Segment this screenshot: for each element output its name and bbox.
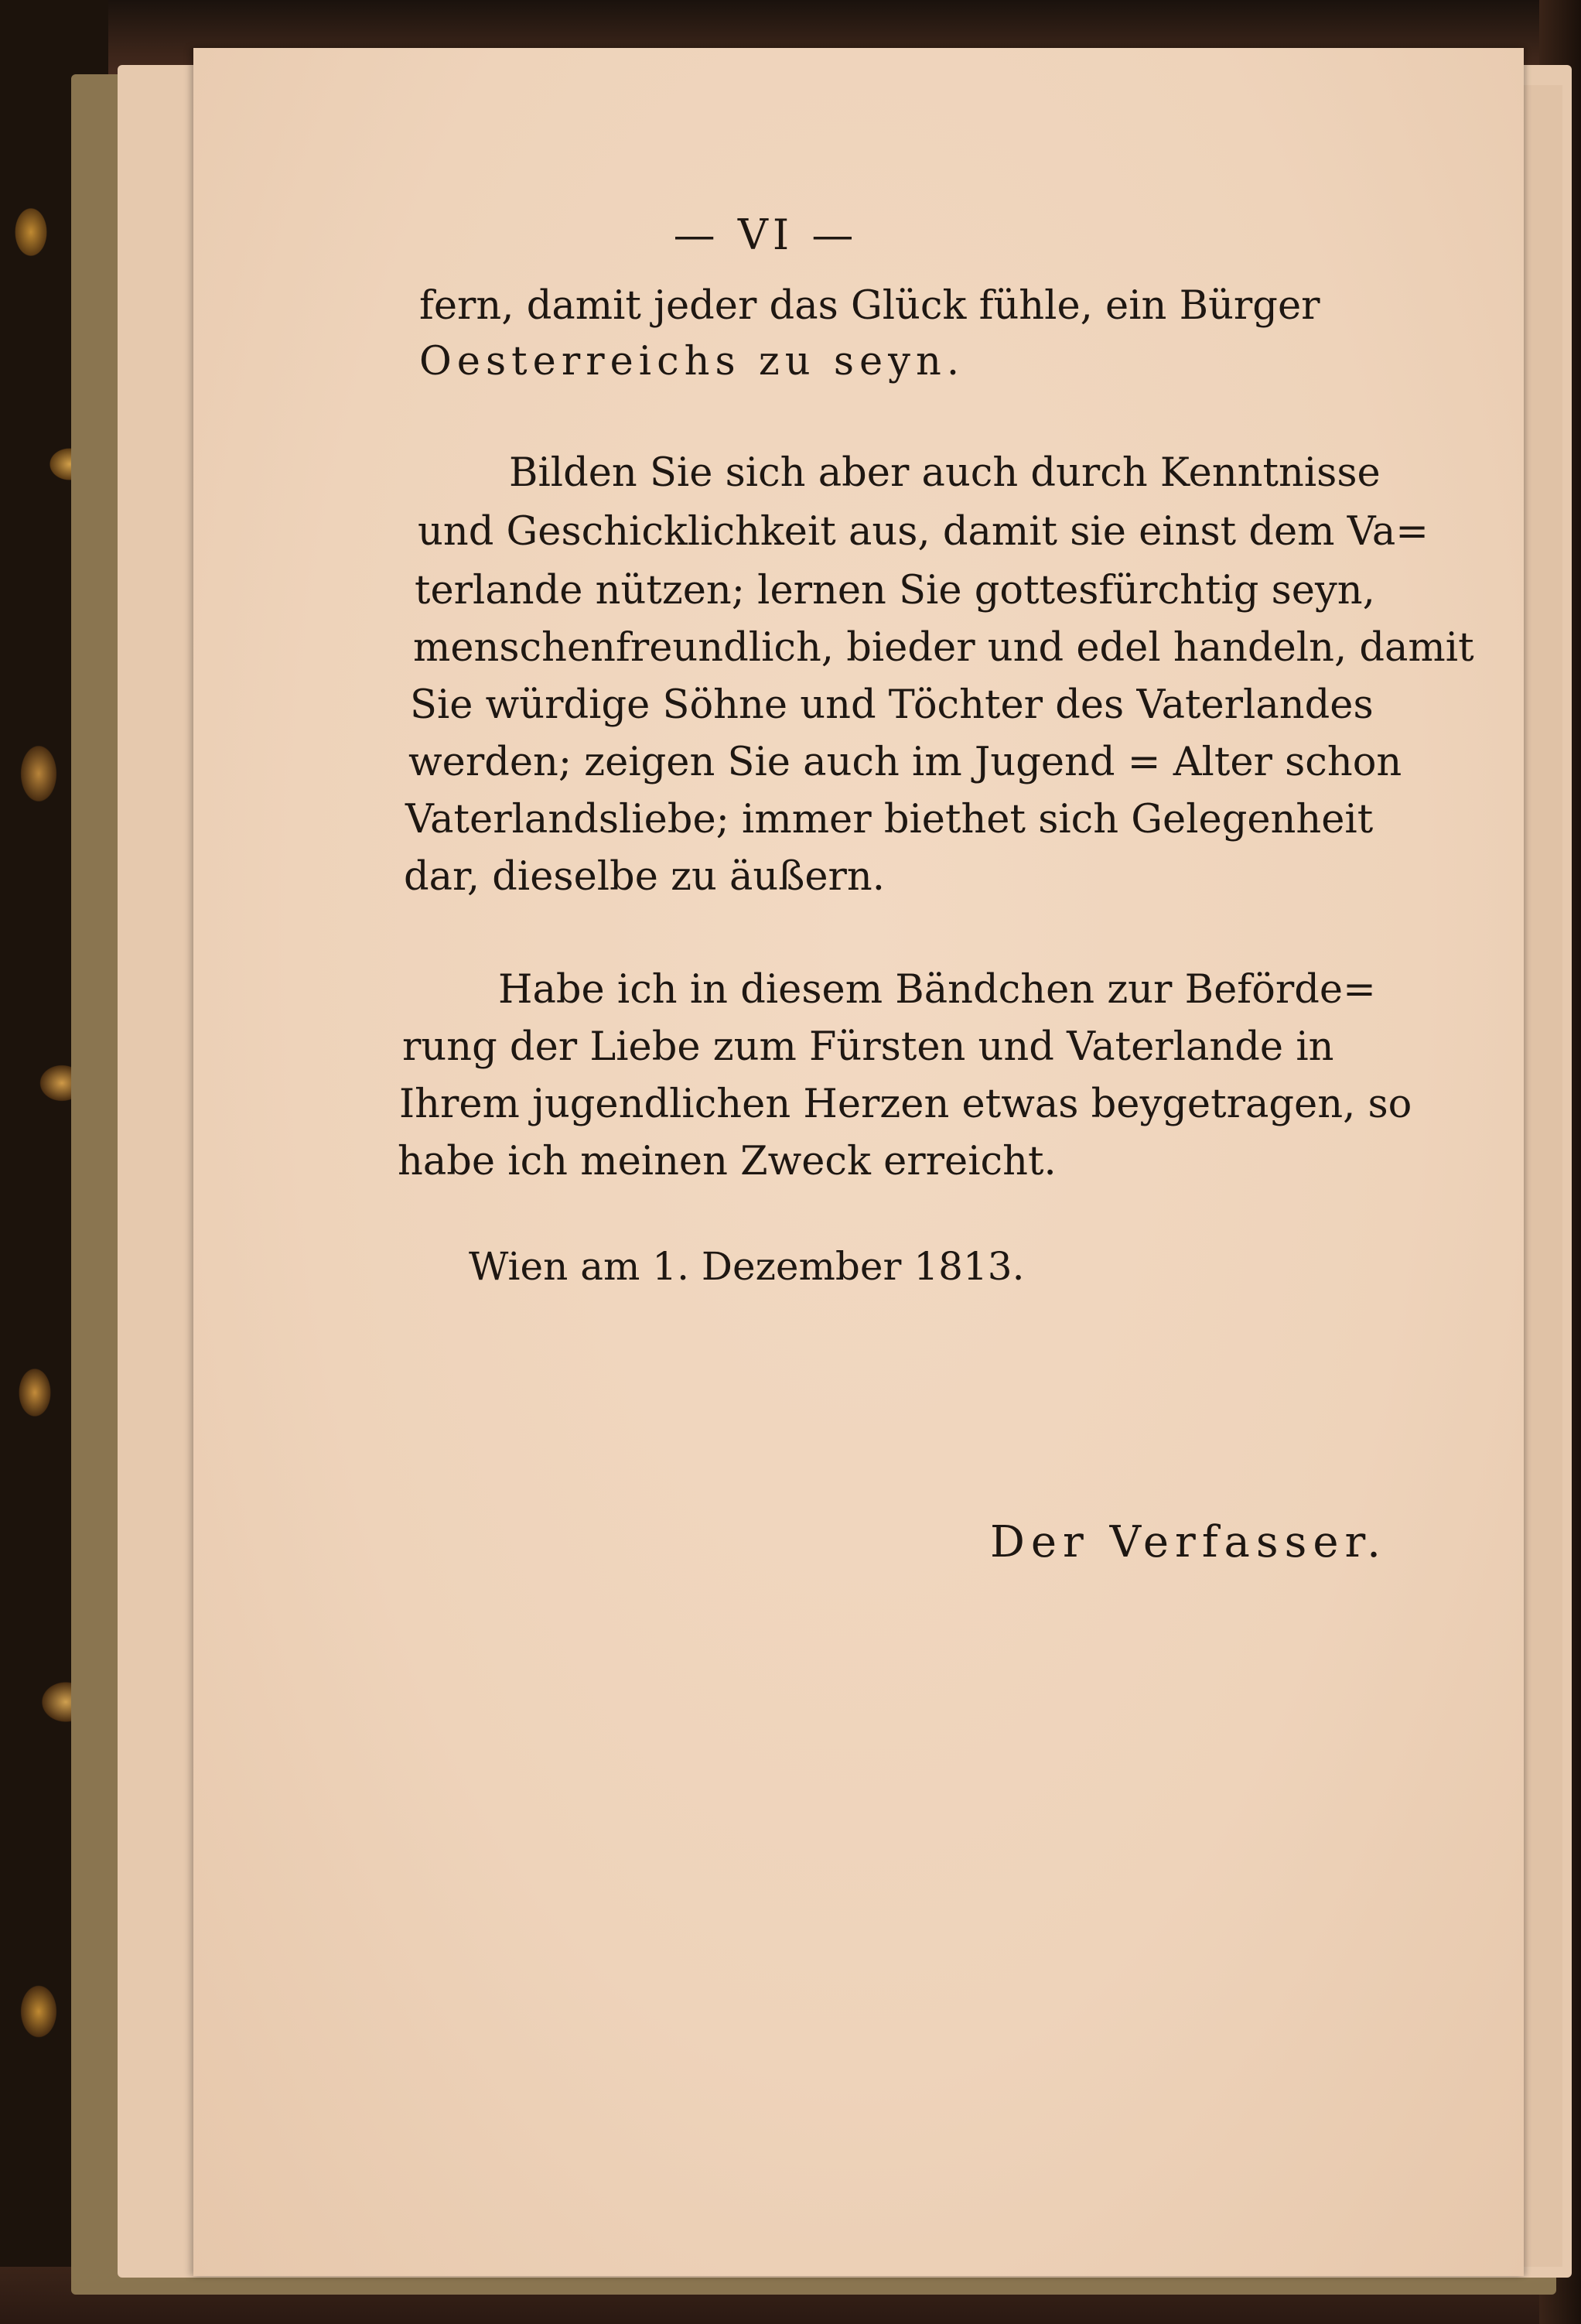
text-line: Vaterlandsliebe; immer biethet sich Gelegenheit [405, 797, 1374, 842]
text-line: rung der Liebe zum Fürsten und Vaterlande in [402, 1024, 1334, 1070]
text-line: dar, dieselbe zu äußern. [404, 854, 885, 900]
text-line: fern, damit jeder das Glück fühle, ein Bürger [419, 283, 1320, 329]
text-line: terlande nützen; lernen Sie gottesfürchtig seyn, [415, 568, 1375, 613]
page-number-header: — VI — [673, 210, 859, 259]
text-line: menschenfreundlich, bieder und edel handeln, damit [413, 625, 1474, 671]
text-line: Habe ich in diesem Bändchen zur Beförde= [498, 967, 1376, 1013]
text-line: werden; zeigen Sie auch im Jugend = Alter schon [408, 740, 1402, 785]
text-line: und Geschicklichkeit aus, damit sie einst dem Va= [418, 509, 1429, 555]
dateline: Wien am 1. Dezember 1813. [469, 1244, 1025, 1289]
text-line: Sie würdige Söhne und Töchter des Vaterlandes [410, 682, 1374, 728]
text-line: Ihrem jugendlichen Herzen etwas beygetragen, so [399, 1082, 1412, 1127]
text-line: Oesterreichs zu seyn. [419, 339, 965, 384]
text-line: Bilden Sie sich aber auch durch Kenntnisse [509, 450, 1381, 496]
text-line: habe ich meinen Zweck erreicht. [398, 1139, 1057, 1184]
signature: Der Verfasser. [990, 1517, 1387, 1567]
